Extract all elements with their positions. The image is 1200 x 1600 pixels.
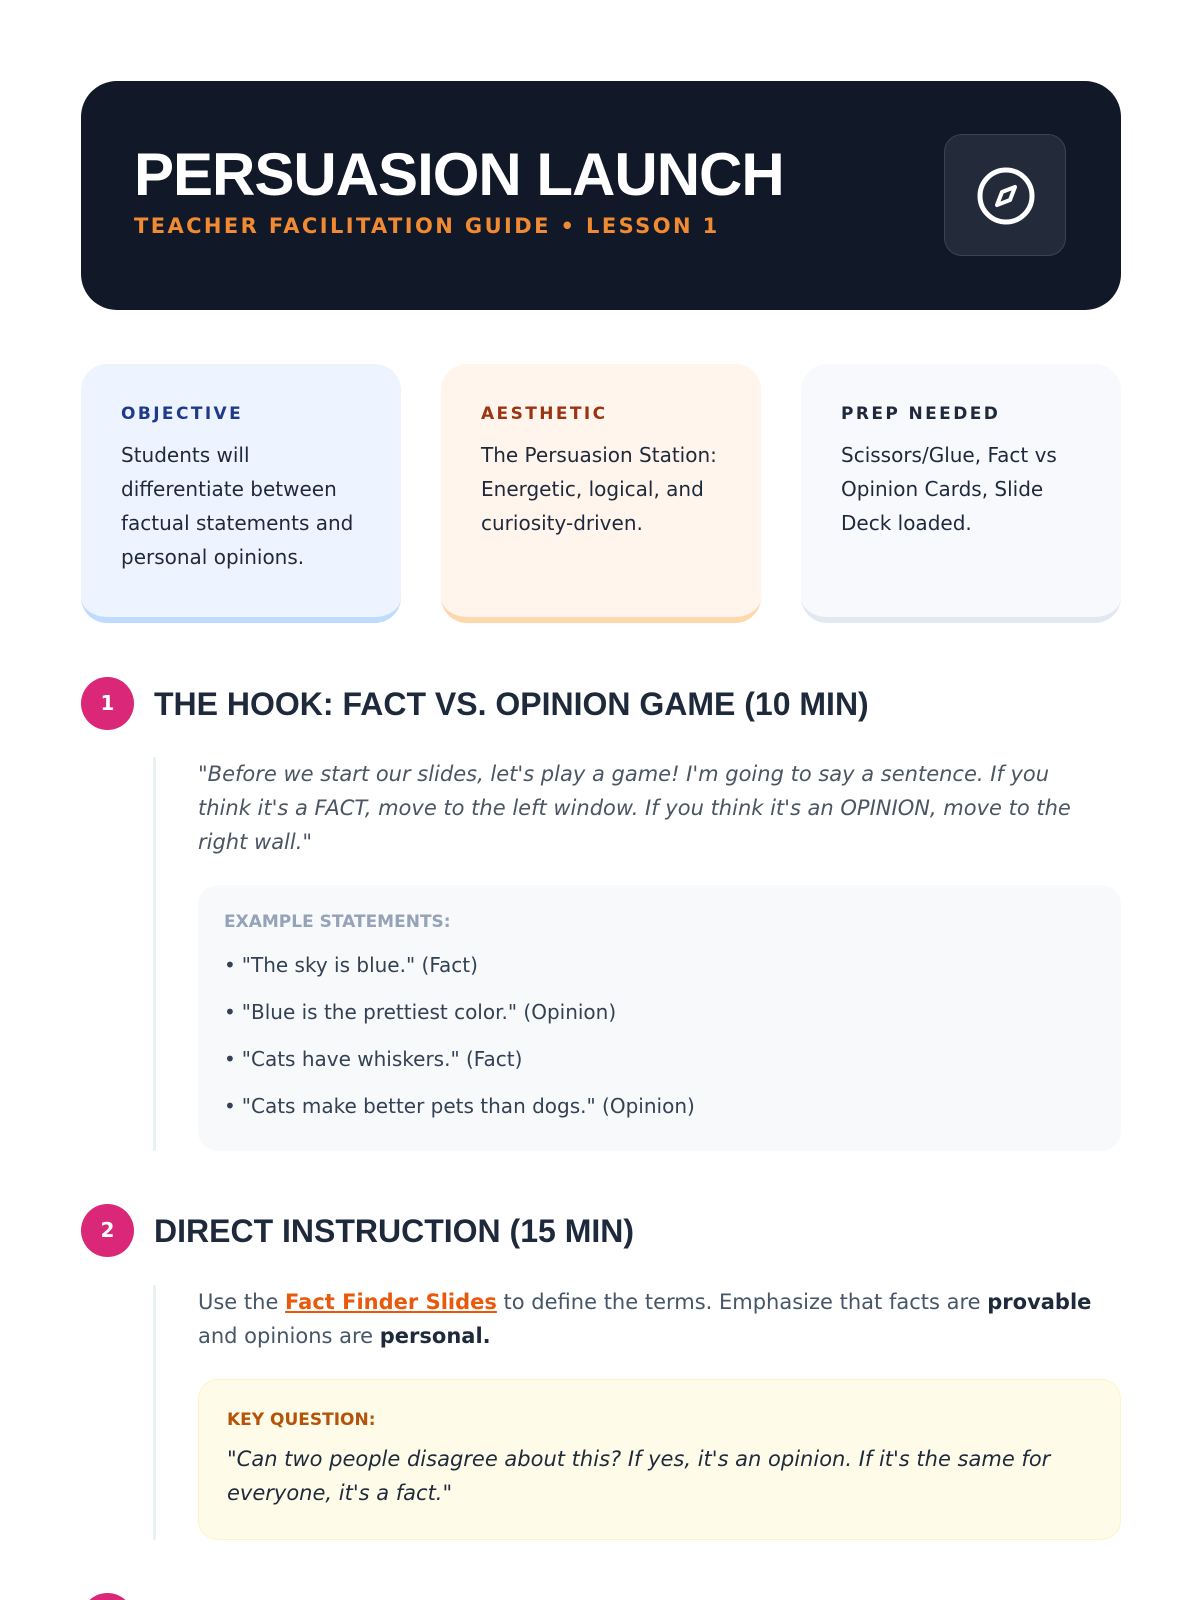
list-item: • "Cats make better pets than dogs." (Opinion) — [224, 1083, 1095, 1130]
instruction-text-part: and opinions are — [198, 1324, 380, 1348]
section-number-badge: 2 — [81, 1204, 134, 1257]
list-item: • "The sky is blue." (Fact) — [224, 942, 1095, 989]
page-title: PERSUASION LAUNCH — [134, 141, 784, 208]
aesthetic-card — [441, 364, 761, 623]
key-question-text: "Can two people disagree about this? If yes, it's an opinion. If it's the same for everyone, it's a fact." — [227, 1447, 1051, 1505]
instruction-emphasis: provable — [987, 1290, 1092, 1314]
examples-list — [224, 942, 1095, 1130]
compass-icon-button[interactable] — [944, 134, 1066, 256]
section-title: DIRECT INSTRUCTION (15 MIN) — [154, 1213, 634, 1249]
section-title: THE HOOK: FACT VS. OPINION GAME (10 MIN) — [154, 686, 869, 722]
section-number-badge: 1 — [81, 677, 134, 730]
section-number-badge — [81, 1593, 134, 1600]
instruction-text-part: Use the — [198, 1290, 286, 1314]
compass-icon — [975, 165, 1037, 227]
list-item: • "Blue is the prettiest color." (Opinion) — [224, 989, 1095, 1036]
card-body: Students will differentiate between factual statements and personal opinions. — [121, 443, 354, 569]
lesson-header — [81, 81, 1121, 310]
examples-title: EXAMPLE STATEMENTS: — [224, 912, 451, 932]
objective-card — [81, 364, 401, 623]
section-divider — [153, 1285, 156, 1540]
instruction-emphasis: personal. — [379, 1324, 491, 1348]
example-statements-box — [198, 885, 1121, 1151]
prep-card — [801, 364, 1121, 623]
card-body: The Persuasion Station: Energetic, logical, and curiosity-driven. — [481, 443, 717, 535]
instruction-text-part: to define the terms. Emphasize that facts are — [496, 1290, 988, 1314]
card-title: PREP NEEDED — [841, 404, 1001, 424]
instruction-text — [198, 1285, 1121, 1353]
page-subtitle: TEACHER FACILITATION GUIDE • LESSON 1 — [134, 214, 720, 238]
card-title: OBJECTIVE — [121, 404, 244, 424]
teacher-script-quote: "Before we start our slides, let's play a game! I'm going to say a sentence. If you think it's a FACT, move to the left window. If you think it's an OPINION, move to the right wall." — [198, 762, 1071, 854]
list-item: • "Cats have whiskers." (Fact) — [224, 1036, 1095, 1083]
card-title: AESTHETIC — [481, 404, 608, 424]
key-question-box — [198, 1379, 1121, 1540]
card-body: Scissors/Glue, Fact vs Opinion Cards, Slide Deck loaded. — [841, 443, 1057, 535]
key-question-title: KEY QUESTION: — [227, 1410, 376, 1430]
fact-finder-slides-link[interactable]: Fact Finder Slides — [285, 1290, 497, 1314]
section-divider — [153, 757, 156, 1151]
